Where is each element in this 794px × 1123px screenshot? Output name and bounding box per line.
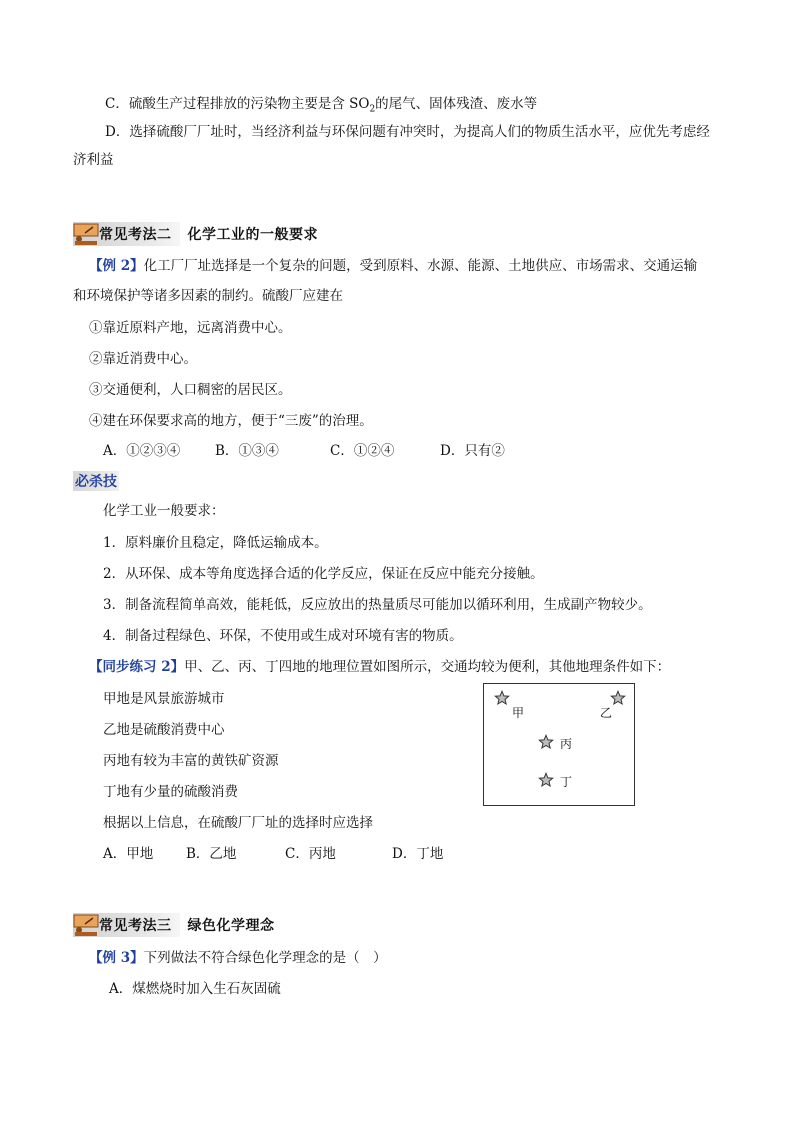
option-d-line2: 济利益 <box>73 152 114 168</box>
condition-item: 丙地有较为丰富的黄铁矿资源 <box>103 753 279 769</box>
condition-item: 甲地是风景旅游城市 <box>103 691 225 707</box>
tips-item: 2．从环保、成本等角度选择合适的化学反应，保证在反应中能充分接触。 <box>103 566 544 582</box>
section-title: 绿色化学理念 <box>187 918 275 934</box>
example-2-item: ①靠近原料产地，远离消费中心。 <box>89 320 292 336</box>
map-label-yi: 乙 <box>600 706 613 720</box>
tips-item: 4．制备过程绿色、环保，不使用或生成对环境有害的物质。 <box>103 628 463 644</box>
star-icon <box>538 734 554 750</box>
example-2-item: ②靠近消费中心。 <box>89 351 197 367</box>
practice-2-stem: 【同步练习 2】甲、乙、丙、丁四地的地理位置如图所示，交通均较为便利，其他地理条件如下： <box>89 659 671 675</box>
option-c: C．①②④ <box>330 443 395 459</box>
example-2-item: ④建在环保要求高的地方，便于“三废”的治理。 <box>89 413 373 429</box>
option-b: B．乙地 <box>186 846 237 862</box>
example-label: 【例 3】 <box>89 950 144 966</box>
practice-2-question: 根据以上信息，在硫酸厂厂址的选择时应选择 <box>103 815 373 831</box>
practice-2-options <box>103 844 443 864</box>
tips-item: 3．制备流程简单高效，能耗低，反应放出的热量质尽可能加以循环利用，生成副产物较少。 <box>103 597 652 613</box>
section-title: 化学工业的一般要求 <box>187 227 318 243</box>
map-label-bing: 丙 <box>560 737 573 751</box>
star-icon <box>494 690 510 706</box>
tips-item: 1．原料廉价且稳定，降低运输成本。 <box>103 535 328 551</box>
tips-intro: 化学工业一般要求： <box>103 503 225 519</box>
option-a: A．甲地 <box>103 846 154 862</box>
section-tag: 常见考法三 <box>99 918 172 934</box>
example-2-stem-line1: 【例 2】化工厂厂址选择是一个复杂的问题，受到原料、水源、能源、土地供应、市场需求、交通运输 <box>89 258 698 274</box>
map-label-jia: 甲 <box>512 706 525 720</box>
option-d: D．只有② <box>440 443 505 459</box>
section-tag: 常见考法二 <box>99 227 172 243</box>
teacher-board-icon <box>73 914 99 936</box>
practice-label: 【同步练习 2】 <box>89 659 185 675</box>
tips-label: 必杀技 <box>73 471 119 491</box>
option-b: B．①③④ <box>215 443 279 459</box>
option-c: C．丙地 <box>285 846 336 862</box>
option-d-line1: D．选择硫酸厂厂址时，当经济利益与环保问题有冲突时，为提高人们的物质生活水平，应优先考虑经 <box>105 124 710 140</box>
example-label: 【例 2】 <box>89 258 144 274</box>
option-d: D．丁地 <box>392 846 444 862</box>
section-heading-2 <box>73 222 318 246</box>
example-2-item: ③交通便利，人口稠密的居民区。 <box>89 382 292 398</box>
condition-item: 乙地是硫酸消费中心 <box>103 722 225 738</box>
condition-item: 丁地有少量的硫酸消费 <box>103 784 238 800</box>
example-2-stem-line2: 和环境保护等诸多因素的制约。硫酸厂应建在 <box>73 288 343 304</box>
star-icon <box>610 690 626 706</box>
option-a: A．①②③④ <box>103 443 181 459</box>
option-c: C．硫酸生产过程排放的污染物主要是含 $SO_2$的尾气、固体残渣、废水等 <box>105 96 538 115</box>
map-label-ding: 丁 <box>560 775 573 789</box>
teacher-board-icon <box>73 223 99 245</box>
example-3-option-a: A．煤燃烧时加入生石灰固硫 <box>109 981 281 997</box>
section-heading-3 <box>73 913 275 937</box>
example-3-stem: 【例 3】下列做法不符合绿色化学理念的是（ ） <box>89 950 387 966</box>
location-map <box>483 683 635 806</box>
star-icon <box>538 772 554 788</box>
example-2-options <box>103 441 505 461</box>
